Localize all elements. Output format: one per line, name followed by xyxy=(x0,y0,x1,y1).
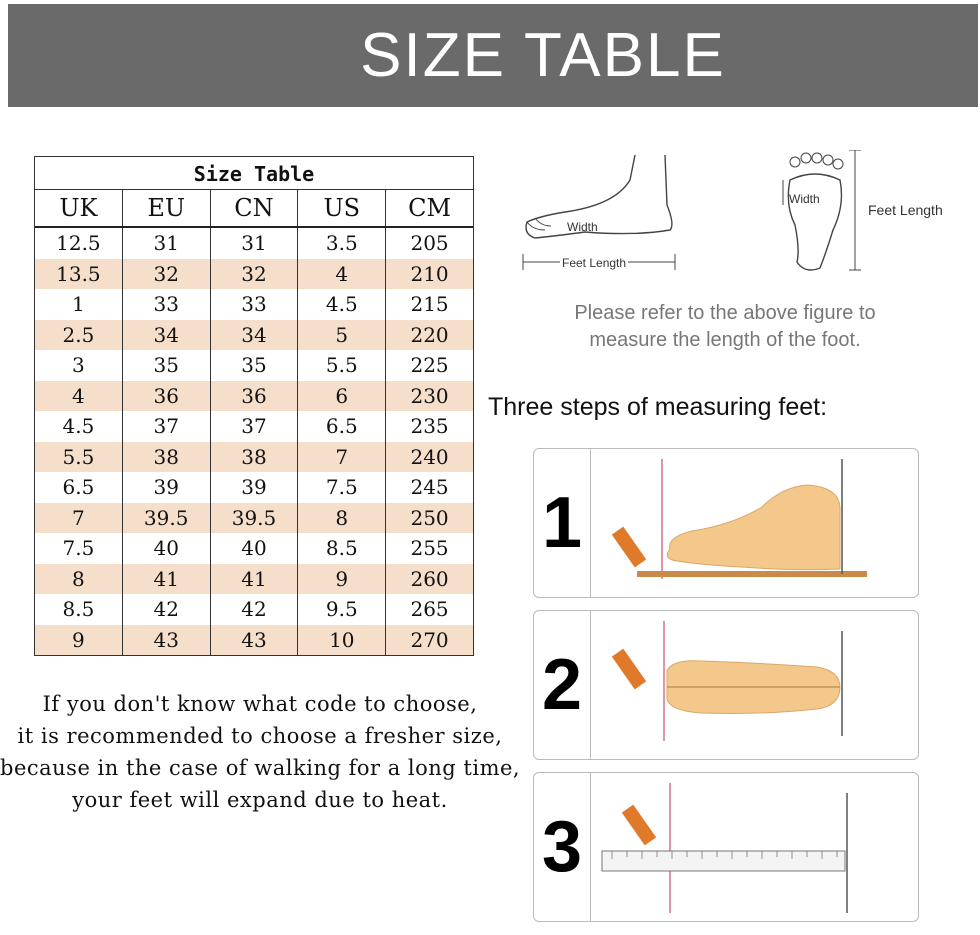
page-title: SIZE TABLE xyxy=(360,21,726,90)
cell-us: 6.5 xyxy=(298,411,386,442)
header-cm: CM xyxy=(408,194,452,222)
cell-eu: 39.5 xyxy=(123,503,211,534)
cell-cn: 34 xyxy=(211,320,299,351)
cell-cm: 240 xyxy=(386,442,473,473)
step-1-illustration xyxy=(592,449,918,597)
header-us: US xyxy=(298,190,386,226)
cell-cn: 43 xyxy=(211,625,299,656)
cell-eu: 43 xyxy=(123,625,211,656)
cell-us: 4.5 xyxy=(298,289,386,320)
table-row xyxy=(35,259,473,290)
cell-cn: 39.5 xyxy=(211,503,299,534)
step-2-panel xyxy=(533,610,919,760)
step-2-illustration xyxy=(592,611,918,759)
step-1-panel xyxy=(533,448,919,598)
table-row xyxy=(35,625,473,656)
cell-eu: 32 xyxy=(123,259,211,290)
table-row xyxy=(35,472,473,503)
foot-figures xyxy=(515,150,975,280)
table-row xyxy=(35,594,473,625)
cell-uk: 12.5 xyxy=(35,228,123,259)
ruler xyxy=(602,851,845,871)
cell-cn: 38 xyxy=(211,442,299,473)
cell-cm: 265 xyxy=(386,594,473,625)
cell-uk: 5.5 xyxy=(35,442,123,473)
toe xyxy=(823,155,833,165)
advice-line: If you don't know what code to choose, xyxy=(42,692,478,716)
cell-cn: 40 xyxy=(211,533,299,564)
table-row xyxy=(35,320,473,351)
cell-us: 8.5 xyxy=(298,533,386,564)
cell-us: 7 xyxy=(298,442,386,473)
cell-eu: 36 xyxy=(123,381,211,412)
cell-us: 4 xyxy=(298,259,386,290)
table-row xyxy=(35,411,473,442)
cell-cn: 42 xyxy=(211,594,299,625)
steps-title: Three steps of measuring feet: xyxy=(488,393,828,421)
cell-uk: 8 xyxy=(35,564,123,595)
cell-cm: 205 xyxy=(386,228,473,259)
cell-cn: 39 xyxy=(211,472,299,503)
cell-eu: 35 xyxy=(123,350,211,381)
pencil-icon xyxy=(612,649,646,690)
cell-uk: 8.5 xyxy=(35,594,123,625)
cell-eu: 33 xyxy=(123,289,211,320)
cell-uk: 2.5 xyxy=(35,320,123,351)
advice-line: it is recommended to choose a fresher size, xyxy=(17,724,503,748)
cell-us: 8 xyxy=(298,503,386,534)
table-header-row xyxy=(35,190,473,228)
table-body xyxy=(35,228,473,655)
cell-cm: 225 xyxy=(386,350,473,381)
side-length-label: Feet Length xyxy=(562,256,627,270)
table-row xyxy=(35,350,473,381)
top-width-label: Width xyxy=(789,192,820,206)
cell-us: 10 xyxy=(298,625,386,656)
pencil-icon xyxy=(612,527,646,568)
cell-eu: 42 xyxy=(123,594,211,625)
table-row xyxy=(35,289,473,320)
toe xyxy=(812,153,822,163)
toe xyxy=(790,157,800,167)
title-banner xyxy=(8,4,978,107)
cell-uk: 13.5 xyxy=(35,259,123,290)
cell-cm: 220 xyxy=(386,320,473,351)
cell-eu: 34 xyxy=(123,320,211,351)
cell-cm: 250 xyxy=(386,503,473,534)
cell-cn: 32 xyxy=(211,259,299,290)
cell-us: 3.5 xyxy=(298,228,386,259)
table-caption: Size Table xyxy=(35,157,473,190)
cell-uk: 3 xyxy=(35,350,123,381)
cell-uk: 4 xyxy=(35,381,123,412)
header-cn: CN xyxy=(211,190,299,226)
cell-cn: 36 xyxy=(211,381,299,412)
toe xyxy=(833,159,843,169)
cell-us: 6 xyxy=(298,381,386,412)
table-row xyxy=(35,533,473,564)
pencil-icon xyxy=(622,805,656,846)
top-length-label: Feet Length xyxy=(868,202,943,218)
cell-us: 7.5 xyxy=(298,472,386,503)
cell-uk: 4.5 xyxy=(35,411,123,442)
cell-uk: 7 xyxy=(35,503,123,534)
cell-uk: 7.5 xyxy=(35,533,123,564)
cell-cm: 255 xyxy=(386,533,473,564)
cell-eu: 39 xyxy=(123,472,211,503)
refer-line: Please refer to the above figure to xyxy=(574,302,876,324)
step-3-illustration xyxy=(592,773,918,921)
side-width-label: Width xyxy=(567,220,598,234)
cell-cm: 235 xyxy=(386,411,473,442)
table-row xyxy=(35,564,473,595)
table-row xyxy=(35,381,473,412)
top-foot-outline xyxy=(788,174,841,270)
cell-cm: 210 xyxy=(386,259,473,290)
cell-uk: 9 xyxy=(35,625,123,656)
step-number: 2 xyxy=(534,611,591,759)
cell-cm: 260 xyxy=(386,564,473,595)
cell-eu: 41 xyxy=(123,564,211,595)
toe xyxy=(801,153,811,163)
cell-eu: 37 xyxy=(123,411,211,442)
foot-side xyxy=(667,485,840,570)
refer-note xyxy=(520,300,930,354)
cell-eu: 38 xyxy=(123,442,211,473)
size-table xyxy=(34,156,474,656)
table-row xyxy=(35,228,473,259)
cell-us: 5.5 xyxy=(298,350,386,381)
cell-cm: 245 xyxy=(386,472,473,503)
cell-us: 9 xyxy=(298,564,386,595)
cell-uk: 1 xyxy=(35,289,123,320)
floor-board xyxy=(637,571,867,577)
header-eu: EU xyxy=(123,190,211,226)
header-uk: UK xyxy=(35,190,123,226)
cell-cm: 230 xyxy=(386,381,473,412)
advice-line: because in the case of walking for a long time, xyxy=(0,756,521,780)
step-3-panel xyxy=(533,772,919,922)
cell-cn: 33 xyxy=(211,289,299,320)
refer-line: measure the length of the foot. xyxy=(589,329,861,351)
step-number: 3 xyxy=(534,773,591,921)
cell-cn: 37 xyxy=(211,411,299,442)
table-row xyxy=(35,442,473,473)
cell-cn: 35 xyxy=(211,350,299,381)
cell-uk: 6.5 xyxy=(35,472,123,503)
step-number: 1 xyxy=(534,449,591,597)
cell-cm: 215 xyxy=(386,289,473,320)
cell-cn: 31 xyxy=(211,228,299,259)
cell-eu: 31 xyxy=(123,228,211,259)
cell-us: 9.5 xyxy=(298,594,386,625)
advice-line: your feet will expand due to heat. xyxy=(72,788,448,812)
cell-eu: 40 xyxy=(123,533,211,564)
cell-us: 5 xyxy=(298,320,386,351)
size-advice xyxy=(0,688,520,816)
table-row xyxy=(35,503,473,534)
cell-cn: 41 xyxy=(211,564,299,595)
cell-cm: 270 xyxy=(386,625,473,656)
